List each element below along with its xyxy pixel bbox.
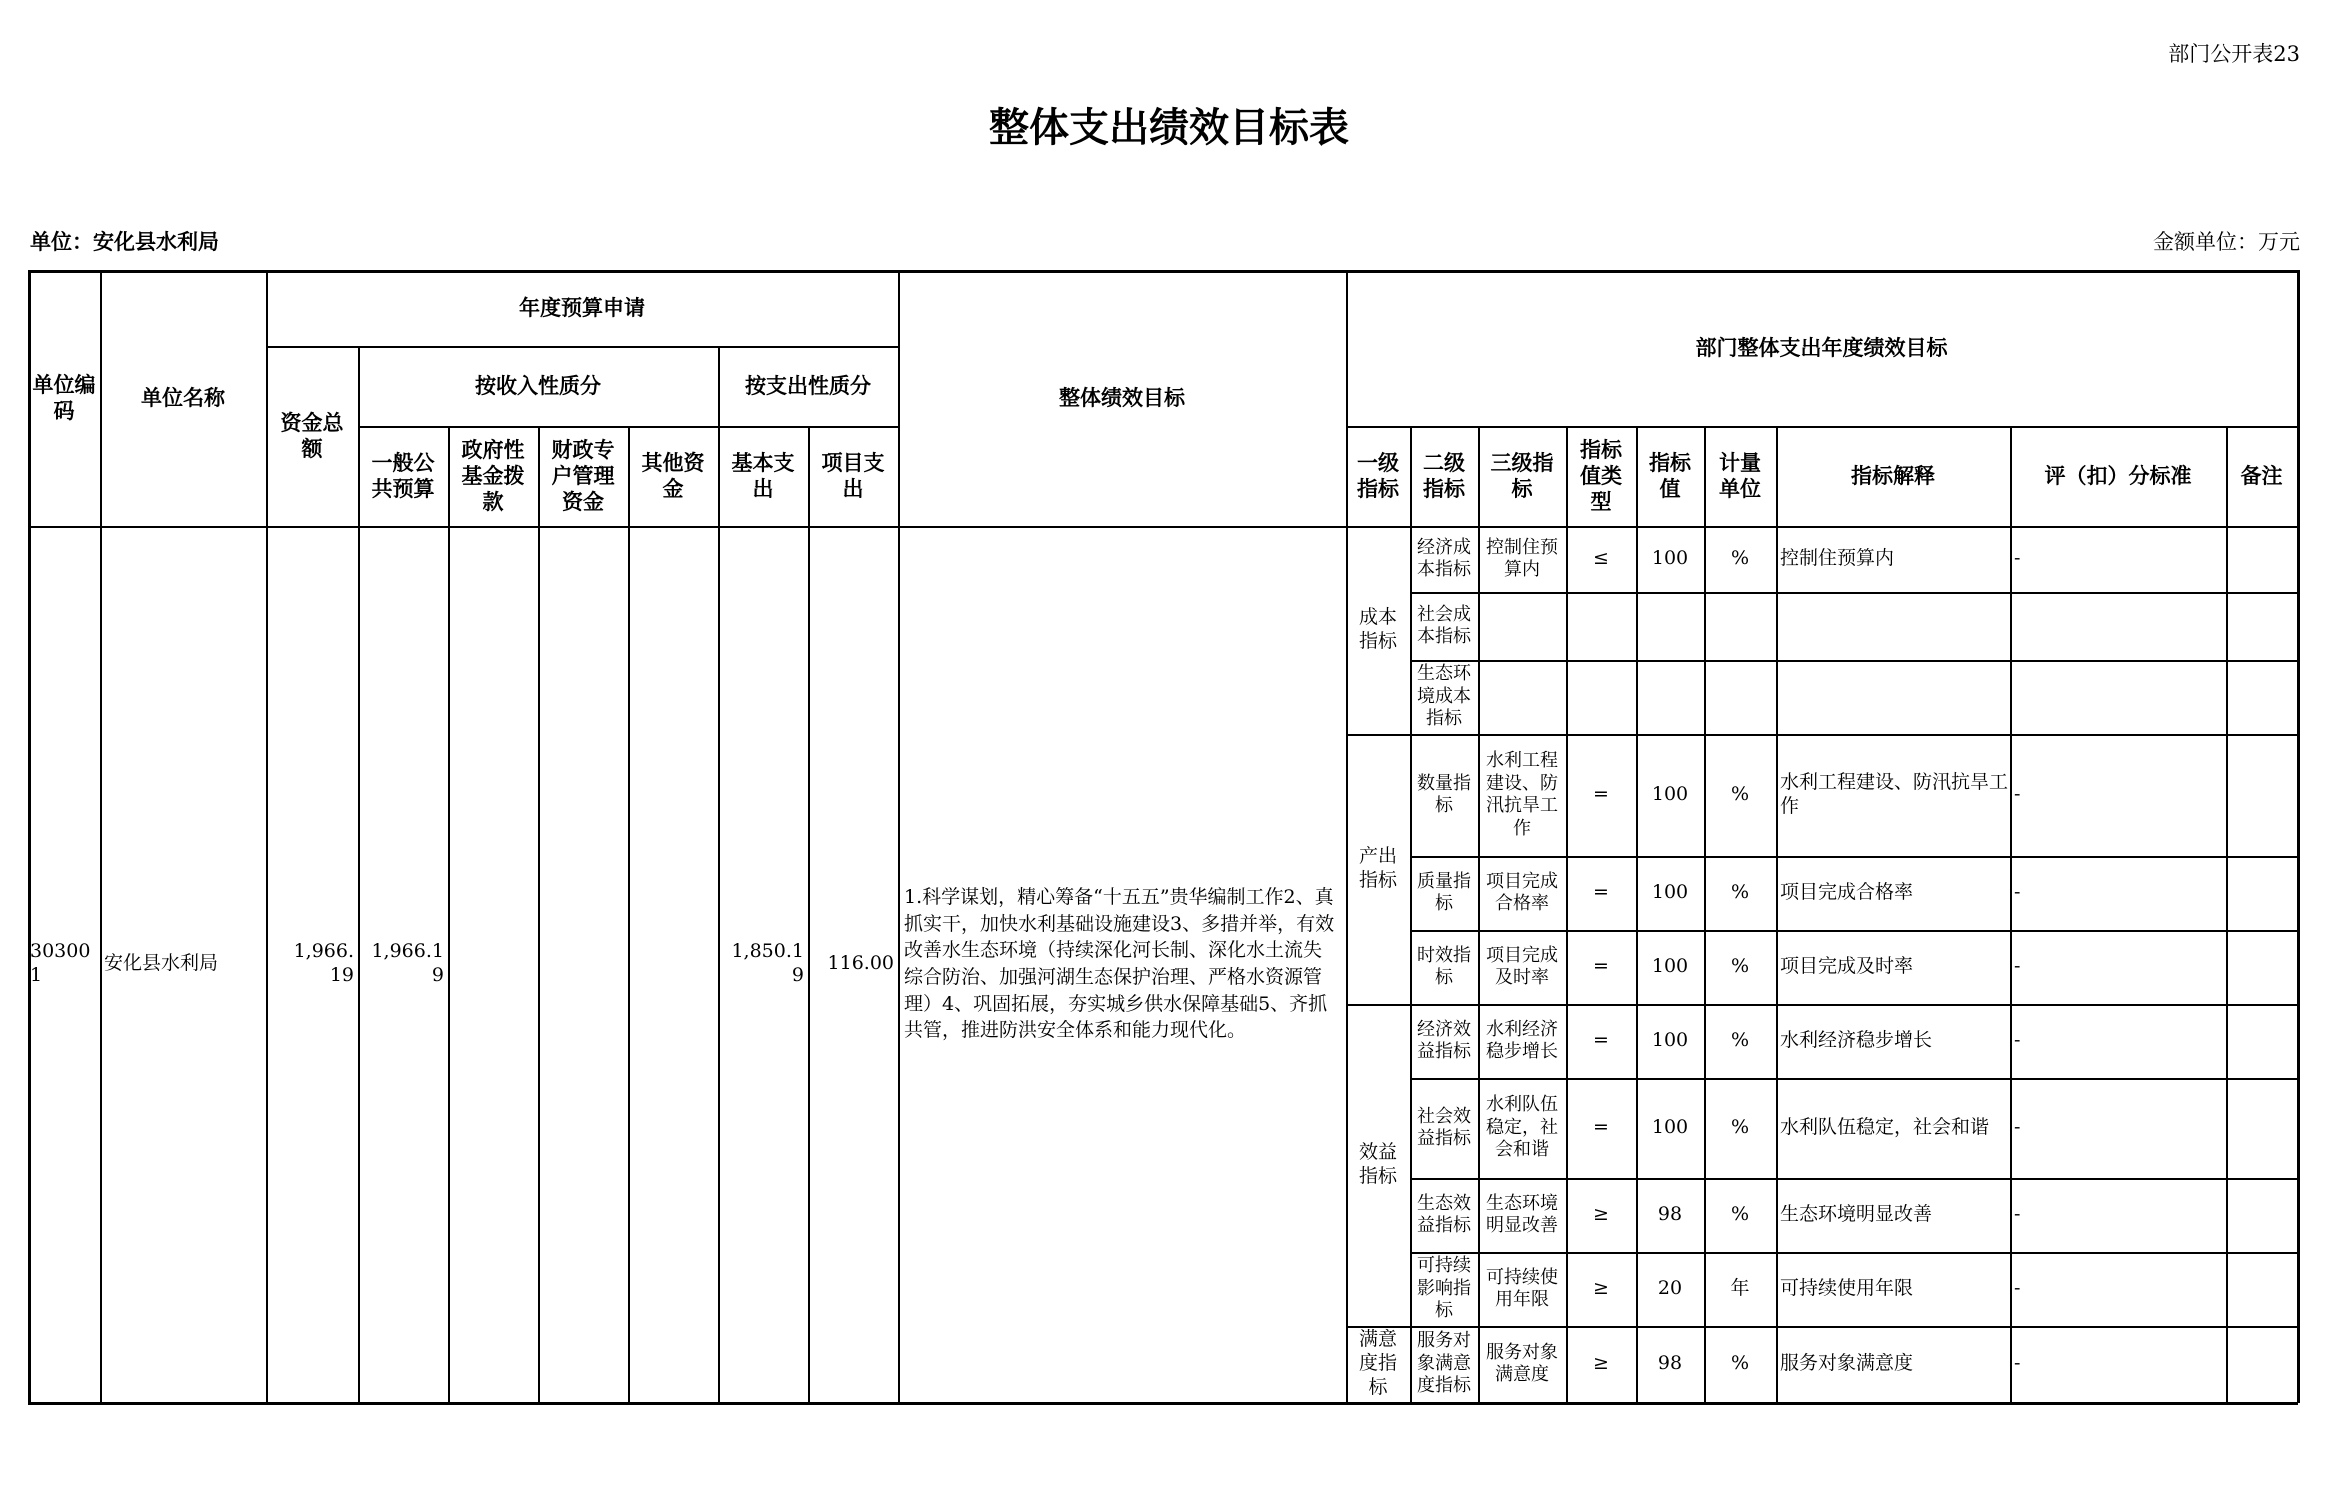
level1-group-text: 产出指标 — [1358, 845, 1397, 891]
col-level2 — [1410, 426, 1478, 526]
level1-group-text: 满意度指标 — [1358, 1328, 1397, 1398]
level3-cell-text: 控制住预算内 — [1486, 536, 1558, 580]
remarks-cell — [2226, 734, 2297, 856]
explanation-cell-text: 服务对象满意度 — [1780, 1352, 1914, 1375]
value-type-cell — [1566, 1252, 1636, 1326]
unit-name-text: 安化县水利局 — [104, 952, 219, 975]
col-annual-budget-text: 年度预算申请 — [519, 295, 645, 320]
value-type-cell — [1566, 1078, 1636, 1178]
value-cell-text: 98 — [1657, 1352, 1683, 1375]
level3-cell — [1478, 526, 1566, 592]
fiscal-special — [538, 526, 628, 1402]
col-by-expense — [718, 346, 898, 426]
col-basic-expense-text: 基本支出 — [731, 450, 795, 501]
scoring-cell — [2010, 1078, 2226, 1178]
measure-unit-cell — [1704, 734, 1776, 856]
col-remarks-text: 备注 — [2240, 463, 2283, 488]
value-type-cell — [1566, 1004, 1636, 1078]
measure-unit-cell-text: % — [1730, 1352, 1750, 1375]
explanation-cell-text: 水利工程建设、防汛抗旱工作 — [1780, 771, 2009, 817]
value-cell — [1636, 526, 1704, 592]
measure-unit-cell — [1704, 1078, 1776, 1178]
remarks-cell — [2226, 592, 2297, 660]
level2-cell — [1410, 930, 1478, 1004]
explanation-cell — [1776, 1004, 2010, 1078]
col-total-funds — [266, 346, 358, 526]
scoring-cell-text: - — [2014, 1116, 2021, 1139]
explanation-cell-text: 项目完成及时率 — [1780, 955, 1914, 978]
level1-group-text: 效益指标 — [1358, 1141, 1397, 1187]
page-code: 部门公开表23 — [2168, 42, 2300, 66]
col-remarks — [2226, 426, 2297, 526]
col-level1-text: 一级指标 — [1357, 450, 1399, 501]
value-cell — [1636, 734, 1704, 856]
explanation-cell-text: 可持续使用年限 — [1780, 1277, 1914, 1300]
measure-unit-cell — [1704, 1178, 1776, 1252]
scoring-cell-text: - — [2014, 881, 2021, 904]
value-type-cell-text: = — [1593, 881, 1609, 904]
col-level3 — [1478, 426, 1566, 526]
col-gov-fund — [448, 426, 538, 526]
level3-cell-text: 水利工程建设、防汛抗旱工作 — [1486, 750, 1558, 839]
measure-unit-cell-text: % — [1730, 1029, 1750, 1052]
measure-unit-cell — [1704, 1252, 1776, 1326]
level3-cell-text: 可持续使用年限 — [1486, 1266, 1558, 1310]
col-explanation-text: 指标解释 — [1851, 463, 1935, 488]
col-project-expense — [808, 426, 898, 526]
measure-unit-cell-text: % — [1730, 783, 1750, 806]
col-by-income — [358, 346, 718, 426]
explanation-cell — [1776, 1078, 2010, 1178]
value-cell — [1636, 660, 1704, 734]
value-type-cell — [1566, 526, 1636, 592]
level3-cell-text: 服务对象满意度 — [1486, 1341, 1558, 1385]
value-type-cell — [1566, 1326, 1636, 1402]
level2-cell — [1410, 1326, 1478, 1402]
value-type-cell-text: ≥ — [1593, 1277, 1609, 1300]
level2-cell — [1410, 1078, 1478, 1178]
col-overall-goal — [898, 270, 1346, 526]
col-dept-goal-text: 部门整体支出年度绩效目标 — [1695, 335, 1948, 360]
value-cell — [1636, 1252, 1704, 1326]
measure-unit-cell-text: % — [1730, 547, 1750, 570]
level3-cell — [1478, 592, 1566, 660]
col-by-expense-text: 按支出性质分 — [745, 373, 871, 398]
level3-cell — [1478, 1078, 1566, 1178]
scoring-cell — [2010, 930, 2226, 1004]
level2-cell-text: 经济成本指标 — [1417, 536, 1471, 580]
level3-cell — [1478, 660, 1566, 734]
level3-cell — [1478, 734, 1566, 856]
general-budget — [358, 526, 448, 1402]
value-type-cell-text: = — [1593, 1116, 1609, 1139]
col-unit-code-text: 单位编码 — [32, 372, 96, 423]
col-unit-name — [100, 270, 266, 526]
col-scoring-text: 评（扣）分标准 — [2044, 463, 2192, 488]
level3-cell-text: 水利队伍稳定，社会和谐 — [1486, 1094, 1558, 1161]
value-type-cell — [1566, 856, 1636, 930]
col-value-type-text: 指标值类型 — [1580, 437, 1622, 515]
level3-cell — [1478, 1252, 1566, 1326]
value-cell-text: 98 — [1657, 1203, 1683, 1226]
measure-unit-cell-text: % — [1730, 1116, 1750, 1139]
level3-cell — [1478, 1004, 1566, 1078]
measure-unit-cell — [1704, 930, 1776, 1004]
level2-cell — [1410, 1252, 1478, 1326]
scoring-cell-text: - — [2014, 547, 2021, 570]
value-cell — [1636, 930, 1704, 1004]
scoring-cell — [2010, 1004, 2226, 1078]
scoring-cell — [2010, 856, 2226, 930]
remarks-cell — [2226, 660, 2297, 734]
level1-group — [1346, 1004, 1410, 1326]
level2-cell-text: 生态环境成本指标 — [1417, 663, 1471, 730]
col-general-budget — [358, 426, 448, 526]
col-measure-unit — [1704, 426, 1776, 526]
value-cell-text: 100 — [1651, 955, 1689, 978]
explanation-cell — [1776, 1178, 2010, 1252]
level3-cell — [1478, 1326, 1566, 1402]
value-type-cell-text: = — [1593, 783, 1609, 806]
measure-unit-cell — [1704, 856, 1776, 930]
explanation-cell — [1776, 734, 2010, 856]
unit-name — [100, 526, 266, 1402]
unit-code — [28, 526, 100, 1402]
level3-cell-text: 项目完成及时率 — [1486, 944, 1558, 988]
col-scoring — [2010, 426, 2226, 526]
level2-cell-text: 社会效益指标 — [1417, 1105, 1471, 1149]
level2-cell-text: 经济效益指标 — [1417, 1018, 1471, 1062]
col-level2-text: 二级指标 — [1423, 450, 1465, 501]
level3-cell-text: 项目完成合格率 — [1486, 870, 1558, 914]
col-unit-name-text: 单位名称 — [141, 385, 225, 410]
explanation-cell — [1776, 526, 2010, 592]
col-measure-unit-text: 计量单位 — [1719, 450, 1761, 501]
level2-cell — [1410, 592, 1478, 660]
grid-line — [2297, 270, 2300, 1403]
col-other-funds-text: 其他资金 — [641, 450, 705, 501]
level1-group-text: 成本指标 — [1358, 606, 1397, 652]
col-general-budget-text: 一般公共预算 — [371, 450, 435, 501]
col-level3-text: 三级指标 — [1490, 450, 1554, 501]
measure-unit-cell — [1704, 526, 1776, 592]
scoring-cell-text: - — [2014, 955, 2021, 978]
remarks-cell — [2226, 1252, 2297, 1326]
value-cell — [1636, 1004, 1704, 1078]
scoring-cell-text: - — [2014, 1277, 2021, 1300]
measure-unit-cell — [1704, 660, 1776, 734]
col-annual-budget — [266, 270, 898, 346]
explanation-cell-text: 水利队伍稳定，社会和谐 — [1780, 1116, 1990, 1139]
remarks-cell — [2226, 930, 2297, 1004]
scoring-cell — [2010, 734, 2226, 856]
remarks-cell — [2226, 856, 2297, 930]
explanation-cell — [1776, 856, 2010, 930]
level2-cell-text: 时效指标 — [1417, 944, 1471, 988]
level2-cell-text: 质量指标 — [1417, 870, 1471, 914]
level1-group — [1346, 1326, 1410, 1402]
value-type-cell-text: ≤ — [1593, 547, 1609, 570]
other-funds — [628, 526, 718, 1402]
value-cell-text: 100 — [1651, 547, 1689, 570]
scoring-cell — [2010, 660, 2226, 734]
scoring-cell — [2010, 1252, 2226, 1326]
col-level1 — [1346, 426, 1410, 526]
explanation-cell-text: 项目完成合格率 — [1780, 881, 1914, 904]
value-cell — [1636, 592, 1704, 660]
col-fiscal-special — [538, 426, 628, 526]
explanation-cell — [1776, 930, 2010, 1004]
overall-goal-text: 1.科学谋划，精心筹备“十五五”贵华编制工作2、真抓实干，加快水利基础设施建设3、多措并举，有效改善水生态环境（持续深化河长制、深化水土流失综合防治、加强河湖生态保护治理、严格水资源管理）4、巩固拓展，夯实城乡供水保障基础5、齐抓共管，推进防洪安全体系和能力现代化。 — [904, 886, 1335, 1042]
col-total-funds-text: 资金总额 — [280, 410, 344, 461]
level2-cell-text: 社会成本指标 — [1417, 603, 1471, 647]
col-explanation — [1776, 426, 2010, 526]
col-value-type — [1566, 426, 1636, 526]
grid-line — [28, 1402, 2298, 1405]
level2-cell — [1410, 526, 1478, 592]
value-cell-text: 100 — [1651, 783, 1689, 806]
col-unit-code — [28, 270, 100, 526]
value-cell — [1636, 856, 1704, 930]
level2-cell — [1410, 734, 1478, 856]
unit-label: 单位：安化县水利局 — [30, 230, 219, 254]
scoring-cell — [2010, 1178, 2226, 1252]
value-type-cell-text: = — [1593, 1029, 1609, 1052]
level1-group — [1346, 734, 1410, 1004]
gov-fund — [448, 526, 538, 1402]
measure-unit-cell-text: % — [1730, 955, 1750, 978]
level2-cell — [1410, 856, 1478, 930]
value-type-cell-text: ≥ — [1593, 1203, 1609, 1226]
measure-unit-cell — [1704, 592, 1776, 660]
value-type-cell — [1566, 1178, 1636, 1252]
value-type-cell — [1566, 734, 1636, 856]
explanation-cell-text: 控制住预算内 — [1780, 547, 1895, 570]
level2-cell-text: 可持续影响指标 — [1417, 1255, 1471, 1322]
value-cell-text: 20 — [1657, 1277, 1683, 1300]
project-expense-text: 116.00 — [827, 952, 894, 975]
level1-group — [1346, 526, 1410, 734]
value-cell — [1636, 1078, 1704, 1178]
total-funds — [266, 526, 358, 1402]
scoring-cell-text: - — [2014, 1352, 2021, 1375]
measure-unit-cell-text: % — [1730, 881, 1750, 904]
scoring-cell-text: - — [2014, 783, 2021, 806]
measure-unit-cell-text: 年 — [1730, 1277, 1750, 1300]
explanation-cell-text: 生态环境明显改善 — [1780, 1203, 1933, 1226]
level2-cell — [1410, 660, 1478, 734]
page-title: 整体支出绩效目标表 — [989, 105, 1349, 151]
overall-goal — [898, 526, 1346, 1402]
value-cell — [1636, 1326, 1704, 1402]
scoring-cell-text: - — [2014, 1203, 2021, 1226]
scoring-cell — [2010, 592, 2226, 660]
level2-cell-text: 生态效益指标 — [1417, 1192, 1471, 1236]
col-basic-expense — [718, 426, 808, 526]
level3-cell — [1478, 1178, 1566, 1252]
explanation-cell — [1776, 660, 2010, 734]
measure-unit-cell-text: % — [1730, 1203, 1750, 1226]
level2-cell-text: 数量指标 — [1417, 772, 1471, 816]
unit-code-text: 303001 — [30, 940, 91, 986]
remarks-cell — [2226, 1326, 2297, 1402]
measure-unit-cell — [1704, 1326, 1776, 1402]
value-cell — [1636, 1178, 1704, 1252]
level3-cell-text: 水利经济稳步增长 — [1486, 1018, 1558, 1062]
level3-cell-text: 生态环境明显改善 — [1486, 1192, 1558, 1236]
value-cell-text: 100 — [1651, 881, 1689, 904]
project-expense — [808, 526, 898, 1402]
level3-cell — [1478, 930, 1566, 1004]
value-cell-text: 100 — [1651, 1116, 1689, 1139]
scoring-cell-text: - — [2014, 1029, 2021, 1052]
level3-cell — [1478, 856, 1566, 930]
col-value-text: 指标值 — [1649, 450, 1691, 501]
col-by-income-text: 按收入性质分 — [475, 373, 601, 398]
scoring-cell — [2010, 526, 2226, 592]
total-funds-text: 1,966.19 — [293, 940, 354, 986]
remarks-cell — [2226, 526, 2297, 592]
col-project-expense-text: 项目支出 — [821, 450, 885, 501]
basic-expense — [718, 526, 808, 1402]
level2-cell — [1410, 1178, 1478, 1252]
level2-cell-text: 服务对象满意度指标 — [1417, 1330, 1471, 1397]
value-type-cell — [1566, 930, 1636, 1004]
explanation-cell-text: 水利经济稳步增长 — [1780, 1029, 1933, 1052]
value-type-cell-text: ≥ — [1593, 1352, 1609, 1375]
col-dept-goal — [1346, 270, 2297, 426]
value-cell-text: 100 — [1651, 1029, 1689, 1052]
col-value — [1636, 426, 1704, 526]
amount-unit-label: 金额单位：万元 — [2153, 230, 2300, 254]
value-type-cell — [1566, 592, 1636, 660]
explanation-cell — [1776, 1326, 2010, 1402]
level2-cell — [1410, 1004, 1478, 1078]
basic-expense-text: 1,850.19 — [731, 940, 804, 986]
remarks-cell — [2226, 1078, 2297, 1178]
value-type-cell — [1566, 660, 1636, 734]
remarks-cell — [2226, 1178, 2297, 1252]
value-type-cell-text: = — [1593, 955, 1609, 978]
col-gov-fund-text: 政府性基金拨款 — [461, 437, 525, 515]
scoring-cell — [2010, 1326, 2226, 1402]
explanation-cell — [1776, 592, 2010, 660]
explanation-cell — [1776, 1252, 2010, 1326]
col-overall-goal-text: 整体绩效目标 — [1059, 385, 1185, 410]
general-budget-text: 1,966.19 — [371, 940, 444, 986]
remarks-cell — [2226, 1004, 2297, 1078]
col-other-funds — [628, 426, 718, 526]
col-fiscal-special-text: 财政专户管理资金 — [551, 437, 615, 515]
measure-unit-cell — [1704, 1004, 1776, 1078]
